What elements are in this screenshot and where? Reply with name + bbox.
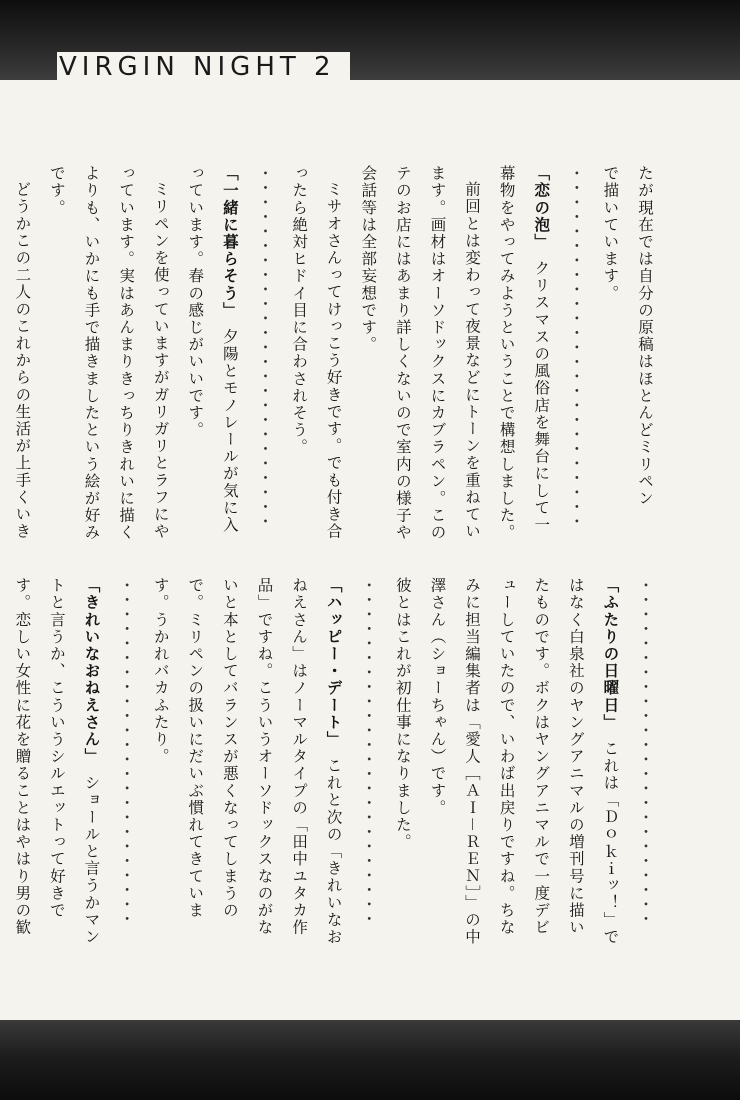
entry-heading: 「恋の泡」 bbox=[532, 165, 551, 243]
entry-paragraph: ミリペンを使っていますがガリガリとラフにやっています。実はあんまりきっちりきれいに描くよりも、いかにも手で描きましたという絵が好みです。 bbox=[47, 165, 170, 542]
entry-paragraph: 前回とは変わって夜景などにトーンを重ねています。画材はオーソドックスにカブラペン。このテのお店にはあまり詳しくないので室内の様子や会話等は全部妄想です。 bbox=[359, 165, 482, 542]
dotted-separator: ・・・・・・・・・・・・・・・・・・・・・・・・・ bbox=[255, 165, 274, 528]
dotted-separator: ・・・・・・・・・・・・・・・・・・・・・・・・ bbox=[117, 577, 136, 925]
intro-line-2: で描いています。 bbox=[601, 165, 620, 302]
intro-line-1: たが現在では自分の原稿はほとんどミリペン bbox=[636, 165, 654, 507]
entry-paragraph: 彼とはこれが初仕事になりました。 bbox=[393, 577, 412, 851]
entry-text: クリスマスの風俗店を舞台にして一幕物をやってみようということで構想しました。 bbox=[497, 165, 551, 542]
entry-issho-ni-kurasou bbox=[178, 165, 247, 545]
entry-paragraph: どうかこの二人のこれからの生活が上手くいき bbox=[13, 180, 32, 540]
entry-futari-no-nichiyoubi bbox=[420, 577, 628, 947]
bottom-dark-band bbox=[0, 1020, 740, 1100]
entry-kirei-na-oneesan bbox=[0, 577, 109, 947]
dotted-separator: ・・・・・・・・・・・・・・・・・・・・・・・・ bbox=[359, 577, 378, 925]
top-text-block bbox=[0, 165, 662, 545]
entry-heading: 「ハッピー・デート」 bbox=[324, 577, 343, 741]
entry-happy-date bbox=[143, 577, 351, 947]
dotted-separator: ・・・・・・・・・・・・・・・・・・・・・・・・ bbox=[636, 577, 654, 925]
dotted-separator: ・・・・・・・・・・・・・・・・・・・・・・・・・ bbox=[566, 165, 585, 528]
entry-text: ショールと言うかマントと言うか、こういうシルエットって好きです。恋しい女性に花を贈ることはやはり男の歓 bbox=[13, 577, 101, 946]
entry-koi-no-awa bbox=[489, 165, 558, 545]
entry-paragraph: ミサオさんってけっこう好きです。でも付き合ったら絶対ヒドイ目に合わされそう。 bbox=[290, 165, 343, 540]
bottom-text-block bbox=[0, 577, 662, 947]
entry-heading: 「ふたりの日曜日」 bbox=[601, 577, 620, 724]
page-title: VIRGIN NIGHT 2 bbox=[57, 52, 350, 82]
entry-heading: 「一緒に暮らそう」 bbox=[220, 165, 239, 312]
entry-text: 夕陽とモノレールが気に入っています。春の感じがいいです。 bbox=[186, 165, 239, 534]
entry-text: これは「Ｄｏｋｉッ！」ではなく白泉社のヤングアニマルの増刊号に描いたものです。ボクはヤングアニマルで一度デビューしていたので、いわば出戻りですね。ちなみに担当編集者は「愛人［ＡＩ－ＲＥＮ］」の中澤さん（ショーちゃん）です。 bbox=[428, 577, 620, 946]
entry-heading: 「きれいなおねえさん」 bbox=[82, 577, 101, 758]
entry-text: これと次の「きれいなおねえさん」はノーマルタイプの「田中ユタカ作品」ですね。こういうオーソドックスなのがないと本としてバランスが悪くなってしまうので。ミリペンの扱いにだいぶ慣れてきています。うかれバカふたり。 bbox=[151, 577, 343, 946]
